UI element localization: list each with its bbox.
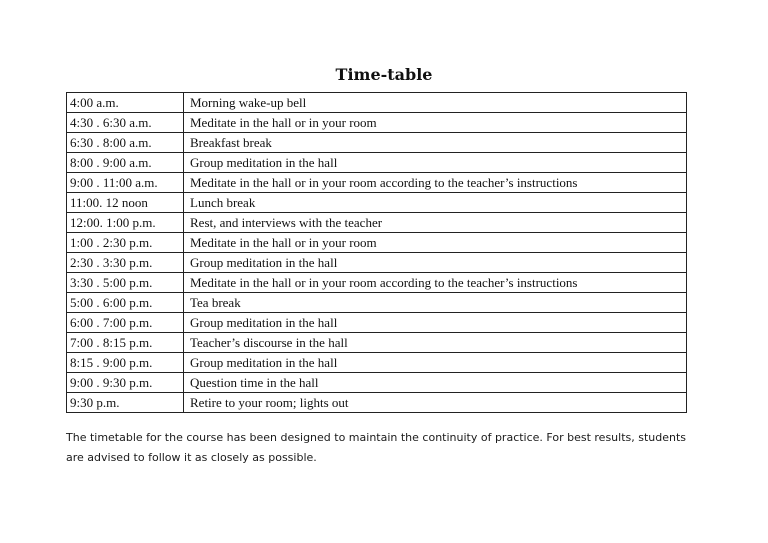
time-cell: 12:00. 1:00 p.m. [67,213,184,233]
table-row [67,233,687,253]
time-cell: 3:30 . 5:00 p.m. [67,273,184,293]
time-cell: 8:15 . 9:00 p.m. [67,353,184,373]
activity-cell: Meditate in the hall or in your room according to the teacher’s instructions [184,273,687,293]
activity-cell: Question time in the hall [184,373,687,393]
time-cell: 8:00 . 9:00 a.m. [67,153,184,173]
table-row [67,253,687,273]
time-cell: 4:30 . 6:30 a.m. [67,113,184,133]
table-row [67,213,687,233]
table-row [67,93,687,113]
time-cell: 5:00 . 6:00 p.m. [67,293,184,313]
time-cell: 6:30 . 8:00 a.m. [67,133,184,153]
time-cell: 9:30 p.m. [67,393,184,413]
timetable-note: The timetable for the course has been designed to maintain the continuity of practice. For best results, students are advised to follow it as closely as possible. [66,431,687,464]
activity-cell: Meditate in the hall or in your room [184,233,687,253]
time-cell: 4:00 a.m. [67,93,184,113]
table-row [67,153,687,173]
activity-cell: Group meditation in the hall [184,313,687,333]
page-title: Time-table [335,65,433,84]
activity-cell: Tea break [184,293,687,313]
activity-cell: Teacher’s discourse in the hall [184,333,687,353]
time-cell: 6:00 . 7:00 p.m. [67,313,184,333]
activity-cell: Group meditation in the hall [184,153,687,173]
activity-cell: Group meditation in the hall [184,353,687,373]
time-cell: 1:00 . 2:30 p.m. [67,233,184,253]
time-cell: 11:00. 12 noon [67,193,184,213]
table-row [67,313,687,333]
table-row [67,193,687,213]
activity-cell: Meditate in the hall or in your room according to the teacher’s instructions [184,173,687,193]
activity-cell: Breakfast break [184,133,687,153]
timetable-body [67,93,687,413]
table-row [67,353,687,373]
table-row [67,373,687,393]
activity-cell: Morning wake-up bell [184,93,687,113]
activity-cell: Group meditation in the hall [184,253,687,273]
table-row [67,173,687,193]
time-cell: 9:00 . 11:00 a.m. [67,173,184,193]
activity-cell: Lunch break [184,193,687,213]
table-row [67,113,687,133]
table-row [67,273,687,293]
table-row [67,393,687,413]
table-row [67,333,687,353]
table-row [67,293,687,313]
time-cell: 7:00 . 8:15 p.m. [67,333,184,353]
table-row [67,133,687,153]
timetable [66,92,687,413]
time-cell: 2:30 . 3:30 p.m. [67,253,184,273]
activity-cell: Meditate in the hall or in your room [184,113,687,133]
activity-cell: Retire to your room; lights out [184,393,687,413]
time-cell: 9:00 . 9:30 p.m. [67,373,184,393]
activity-cell: Rest, and interviews with the teacher [184,213,687,233]
